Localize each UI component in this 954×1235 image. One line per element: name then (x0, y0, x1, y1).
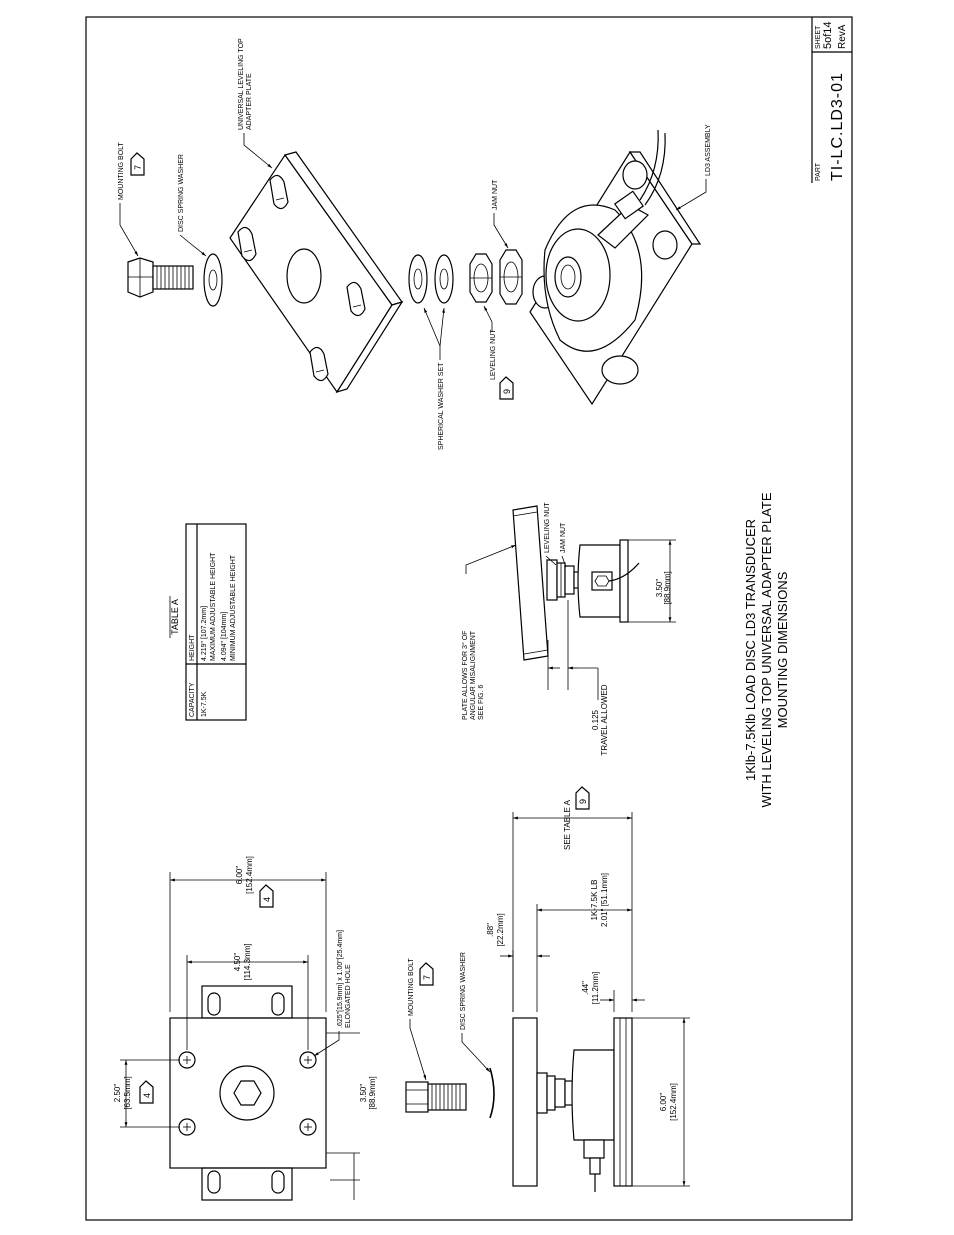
exploded-label-adapter-plate-2: ADAPTER PLATE (246, 73, 253, 130)
top-dim-600: 6.00" (235, 865, 244, 885)
exploded-label-jam-nut: JAM NUT (492, 179, 499, 210)
detail-dim-350: 3.50" (655, 578, 664, 598)
exploded-label-disc-spring-washer: DISC SPRING WASHER (178, 154, 185, 232)
table-a-title: TABLE A (170, 599, 180, 635)
detail-label-jam-nut: JAM NUT (560, 522, 567, 553)
exploded-label-adapter-plate-1: UNIVERSAL LEVELING TOP (238, 38, 245, 130)
exploded-view (118, 38, 712, 450)
side-dim-044: .44" (581, 981, 590, 995)
side-dim-088-mm: [22.2mm] (496, 913, 505, 947)
table-cell-min-label: MINIMUM ADJUSTABLE HEIGHT (230, 554, 237, 661)
top-dim-350-mm: [88.9mm] (368, 1076, 377, 1110)
side-see-table: SEE TABLE A (563, 800, 572, 850)
top-dim-600-mm: [152.4mm] (245, 856, 254, 894)
table-cell-max-label: MAXIMUM ADJUSTABLE HEIGHT (210, 552, 217, 661)
side-label-mounting-bolt: MOUNTING BOLT (408, 958, 415, 1016)
table-cell-max-height: 4.219" [107.2mm] (201, 605, 208, 661)
table-cell-min-height: 4.094" [104mm] (221, 611, 228, 661)
detail-plate-note-3: SEE FIG. 6 (478, 684, 485, 720)
detail-plate-note-1: PLATE ALLOWS FOR 3° OF (462, 630, 469, 720)
top-view-plate (170, 1018, 326, 1168)
exploded-adapter-plate (230, 152, 402, 392)
side-dim-044-mm: [11.2mm] (591, 971, 600, 1005)
table-header-height: HEIGHT (189, 634, 196, 661)
part-number: TI-LC.LD3-01 (829, 72, 846, 181)
ref-label-leveling-nut: 9 (502, 388, 512, 394)
exploded-label-spherical-washer-set: SPHERICAL WASHER SET (438, 362, 445, 450)
exploded-ld3-assembly (530, 130, 700, 404)
sheet-value: 5of14 (822, 21, 834, 49)
top-hole-callout-1: .625"[15.9mm] x 1.00"[25.4mm] (337, 930, 344, 1028)
exploded-disc-spring-washer (204, 254, 222, 306)
top-dim-350: 3.50" (359, 1083, 368, 1103)
side-label-disc-spring-washer: DISC SPRING WASHER (460, 952, 467, 1030)
exploded-jam-nut (500, 250, 522, 304)
side-dim-600: 6.00" (659, 1092, 668, 1112)
exploded-label-leveling-nut: LEVELING NUT (490, 329, 497, 380)
exploded-spherical-washer-set (409, 255, 453, 303)
exploded-mounting-bolt (128, 258, 193, 297)
top-dim-450-mm: [114.3mm] (243, 943, 252, 981)
top-view-holes (179, 1052, 316, 1135)
detail-plate-note-2: ANGULAR MISALIGNMENT (470, 630, 477, 720)
title-line-2: WITH LEVELING TOP UNIVERSAL ADAPTER PLATE (759, 492, 774, 808)
detail-travel: 0.125 (591, 709, 600, 731)
table-cell-capacity: 1K-7.5K (201, 691, 208, 717)
detail-label-leveling-nut: LEVELING NUT (544, 502, 551, 553)
part-label: PART (815, 162, 822, 181)
title-line-3: MOUNTING DIMENSIONS (775, 571, 790, 729)
side-lb-dim: 2.01" [51.1mm] (600, 873, 609, 927)
side-see-table-ref: 9 (578, 798, 588, 804)
side-lb-label: 1K-7.5K LB (590, 879, 599, 921)
sheet-label: SHEET (815, 25, 822, 49)
title-line-1: 1Klb-7.5Klb LOAD DISC LD3 TRANSDUCER (743, 518, 758, 782)
top-dim-250-mm: [63.5mm] (123, 1076, 132, 1110)
exploded-label-mounting-bolt: MOUNTING BOLT (118, 142, 125, 200)
table-header-capacity: CAPACITY (189, 682, 196, 717)
exploded-leveling-nut (470, 254, 492, 302)
side-dim-600-mm: [152.4mm] (669, 1083, 678, 1121)
table-a (170, 524, 246, 720)
side-detail (461, 502, 676, 756)
detail-dim-350-mm: [88.9mm] (663, 571, 672, 605)
top-ref-4a: 4 (142, 1092, 152, 1098)
top-hole-callout-2: ELONGATED HOLE (345, 964, 352, 1028)
title-block (812, 17, 852, 183)
exploded-label-ld3-assembly: LD3 ASSEMBLY (705, 124, 712, 176)
ref-arrow-leveling-nut (500, 377, 513, 399)
side-view (406, 787, 690, 1192)
detail-travel-label: TRAVEL ALLOWED (600, 684, 609, 756)
drawing-title (743, 492, 790, 807)
top-view (113, 856, 377, 1200)
side-ref-bolt: 7 (422, 974, 432, 980)
ref-arrow-bolt (131, 153, 144, 175)
top-ref-4b: 4 (262, 896, 272, 902)
top-dim-250: 2.50" (113, 1083, 122, 1103)
side-dim-088: .88" (486, 923, 495, 937)
detail-adapter-plate (513, 506, 548, 660)
top-dim-450: 4.50" (233, 952, 242, 972)
ref-label-bolt: 7 (133, 164, 143, 170)
revision: RevA (837, 24, 848, 49)
